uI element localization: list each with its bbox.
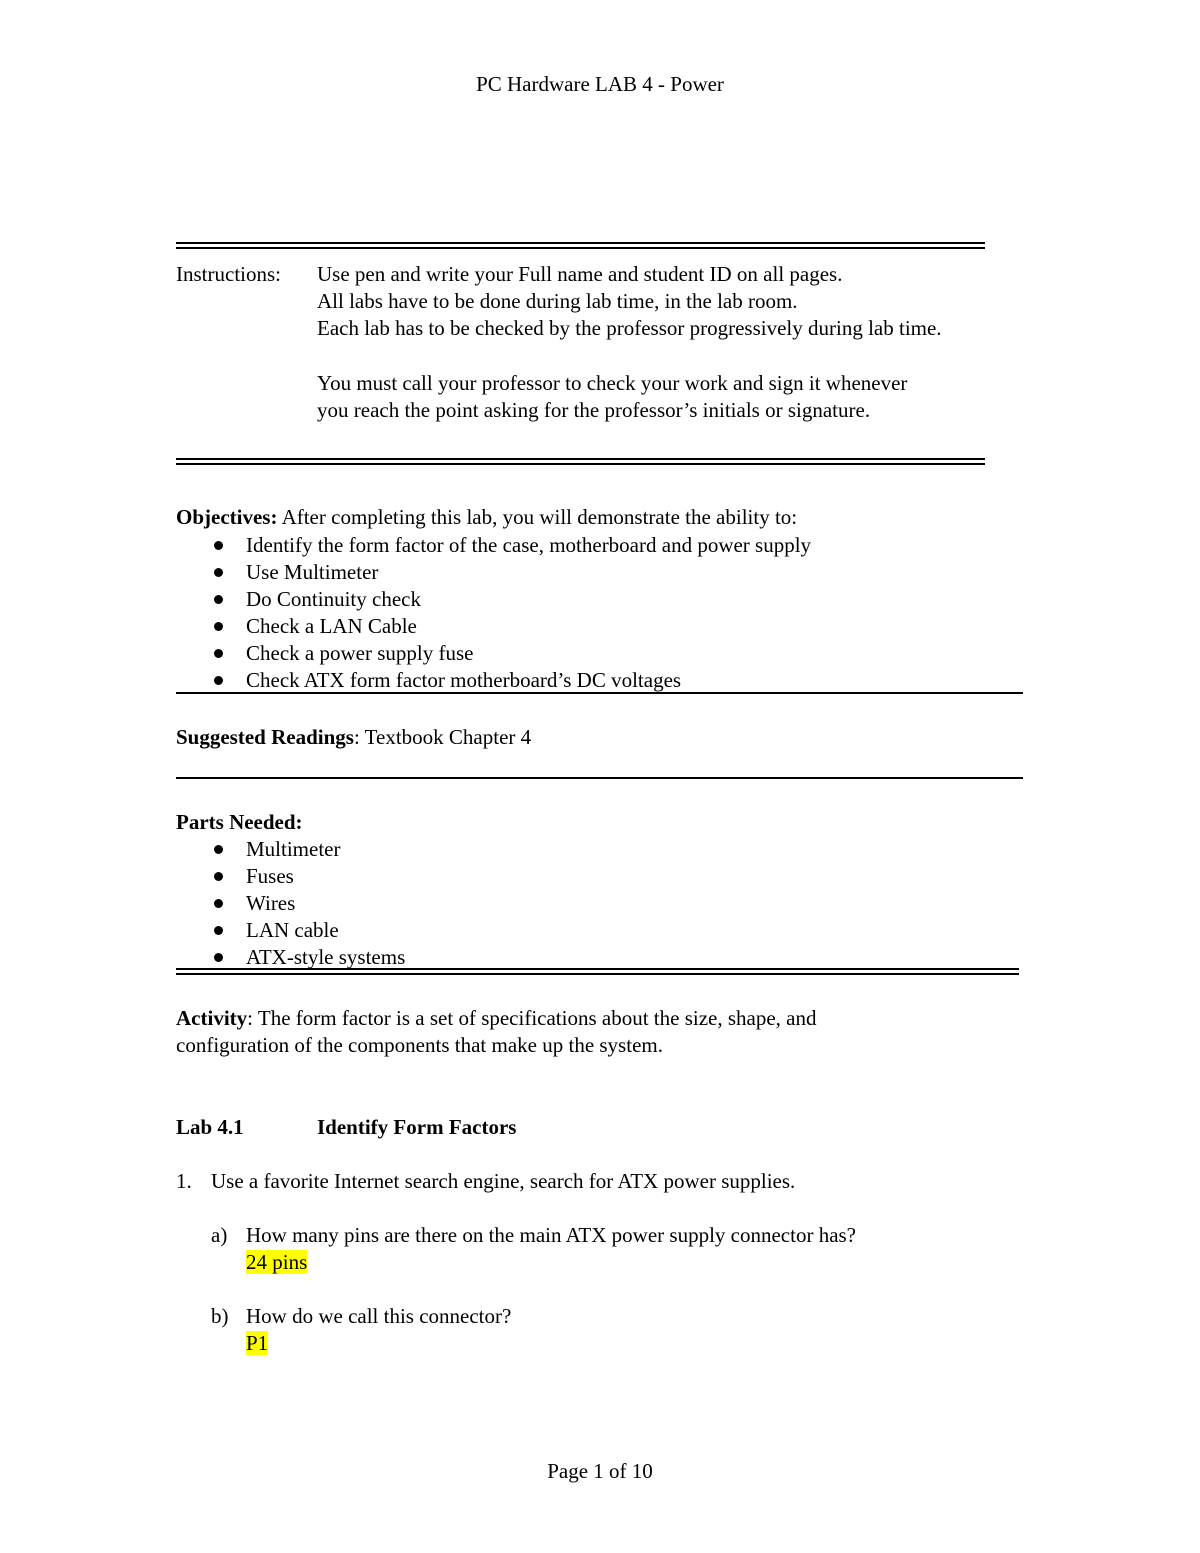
step-text: Use a favorite Internet search engine, search for ATX power supplies. xyxy=(211,1169,796,1193)
bullet-icon xyxy=(214,649,223,658)
bullet-icon xyxy=(214,595,223,604)
lab-title: Identify Form Factors xyxy=(317,1115,517,1139)
list-item xyxy=(176,944,405,971)
readings-text: : Textbook Chapter 4 xyxy=(353,725,532,749)
instructions-line: You must call your professor to check your work and sign it whenever xyxy=(317,371,908,395)
list-item xyxy=(176,836,405,863)
question-letter: b) xyxy=(211,1304,229,1328)
objectives-label: Objectives: xyxy=(176,505,278,529)
parts-heading xyxy=(176,809,303,836)
list-item-text: Wires xyxy=(246,891,296,915)
objectives-list xyxy=(176,532,811,694)
activity-text: : The form factor is a set of specifications about the size, shape, and xyxy=(247,1006,817,1030)
activity-label: Activity xyxy=(176,1006,248,1030)
divider-objectives xyxy=(176,692,1023,694)
question-text: How many pins are there on the main ATX power supply connector has? xyxy=(246,1223,857,1247)
list-item-text: Check a LAN Cable xyxy=(246,614,417,638)
list-item xyxy=(176,613,811,640)
list-item-text: Fuses xyxy=(246,864,294,888)
instructions-line: Each lab has to be checked by the professor progressively during lab time. xyxy=(317,316,942,340)
parts-label: Parts Needed: xyxy=(176,810,303,834)
list-item xyxy=(176,640,811,667)
bullet-icon xyxy=(214,541,223,550)
activity-paragraph xyxy=(176,1005,817,1032)
step-number: 1. xyxy=(176,1169,192,1193)
instructions-line: All labs have to be done during lab time, in the lab room. xyxy=(317,289,798,313)
list-item xyxy=(176,917,405,944)
list-item-text: Identify the form factor of the case, motherboard and power supply xyxy=(246,533,812,557)
bullet-icon xyxy=(214,926,223,935)
bullet-icon xyxy=(214,568,223,577)
answer-highlight: 24 pins xyxy=(246,1250,308,1274)
list-item-text: Check ATX form factor motherboard’s DC voltages xyxy=(246,668,682,692)
list-item-text: Multimeter xyxy=(246,837,341,861)
list-item xyxy=(176,586,811,613)
list-item xyxy=(176,863,405,890)
parts-list xyxy=(176,836,405,971)
bullet-icon xyxy=(214,622,223,631)
answer xyxy=(246,1249,307,1276)
list-item-text: Use Multimeter xyxy=(246,560,379,584)
answer-highlight: P1 xyxy=(246,1331,269,1355)
lab-number: Lab 4.1 xyxy=(176,1115,244,1139)
list-item xyxy=(176,890,405,917)
list-item-text: ATX-style systems xyxy=(246,945,406,969)
bullet-icon xyxy=(214,872,223,881)
bullet-icon xyxy=(214,676,223,685)
bullet-icon xyxy=(214,899,223,908)
page-footer: Page 1 of 10 xyxy=(547,1459,653,1483)
bullet-icon xyxy=(214,953,223,962)
instructions-line: you reach the point asking for the professor’s initials or signature. xyxy=(317,398,871,422)
objectives-heading xyxy=(176,504,797,531)
objectives-intro: After completing this lab, you will demonstrate the ability to: xyxy=(281,505,798,529)
list-item-text: Check a power supply fuse xyxy=(246,641,474,665)
activity-text-line2: configuration of the components that make up the system. xyxy=(176,1033,663,1057)
readings-label: Suggested Readings xyxy=(176,725,354,749)
divider-double-top xyxy=(176,242,985,249)
list-item-text: LAN cable xyxy=(246,918,339,942)
instructions-line: Use pen and write your Full name and student ID on all pages. xyxy=(317,262,843,286)
list-item xyxy=(176,532,811,559)
divider-parts xyxy=(176,968,1019,975)
question-text: How do we call this connector? xyxy=(246,1304,512,1328)
list-item xyxy=(176,559,811,586)
page-header: PC Hardware LAB 4 - Power xyxy=(476,72,724,96)
list-item xyxy=(176,667,811,694)
divider-double-bottom xyxy=(176,458,985,465)
question-letter: a) xyxy=(211,1223,228,1247)
instructions-label: Instructions: xyxy=(176,262,281,286)
divider-readings xyxy=(176,777,1023,779)
answer xyxy=(246,1330,268,1357)
bullet-icon xyxy=(214,845,223,854)
suggested-readings xyxy=(176,724,531,751)
list-item-text: Do Continuity check xyxy=(246,587,421,611)
